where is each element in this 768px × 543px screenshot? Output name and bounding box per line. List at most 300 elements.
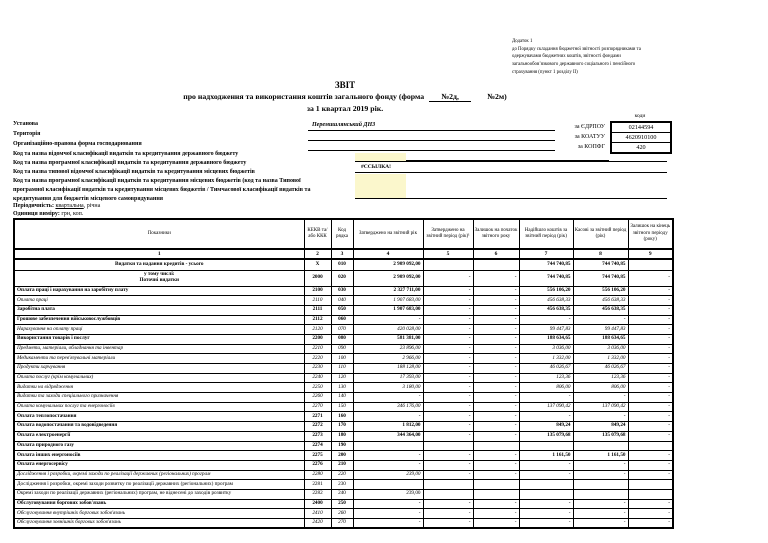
cell-approved-year: 344 364,00: [353, 431, 423, 441]
codes-box: [610, 121, 672, 154]
cell-balance-start: -: [473, 451, 519, 461]
table-row-210: [14, 460, 673, 470]
cell-row-code: 010: [331, 259, 353, 270]
cell-approved-year: 2 909 092,00: [353, 270, 423, 286]
cell-row-code: 230: [331, 480, 353, 490]
code-value: 4620910100: [612, 133, 670, 143]
cell-balance-end: [628, 259, 673, 270]
table-row-270: [14, 519, 673, 529]
cell-indicator-name: у тому числі: Поточні видатки: [14, 270, 304, 286]
cell-balance-start: -: [473, 315, 519, 325]
cell-approved-period: -: [423, 412, 473, 422]
cell-approved-year: -: [353, 315, 423, 325]
cell-balance-start: -: [473, 422, 519, 432]
col-header-7: Надійшло коштів за звітний період (рік): [519, 219, 573, 249]
cell-indicator-name: Обслуговування боргових зобов'язань: [14, 499, 304, 509]
institution-label: Установа: [13, 121, 38, 127]
cell-balance-start: [473, 441, 519, 451]
form-number-2: №2м): [487, 92, 507, 101]
cell-cash: 1 161,50: [573, 451, 628, 461]
table-row-080: [14, 334, 673, 344]
report-title: ЗВІТ: [334, 80, 356, 90]
cell-kekv: X: [304, 259, 331, 270]
cell-received: -: [519, 509, 573, 519]
table-row-240: [14, 489, 673, 499]
cell-cash: -: [573, 315, 628, 325]
cell-balance-start: [473, 480, 519, 490]
cell-approved-period: -: [423, 509, 473, 519]
classification-4-label: [13, 177, 311, 204]
code-value: 420: [636, 144, 646, 151]
table-row-260: [14, 509, 673, 519]
cell-approved-year: -: [353, 412, 423, 422]
cell-approved-year: 1 907 683,00: [353, 305, 423, 315]
cell-cash: 137 090,42: [573, 402, 628, 412]
cell-indicator-name: Медикаменти та перев'язувальні матеріали: [14, 354, 304, 364]
cell-balance-start: -: [473, 393, 519, 403]
cell-indicator-name: Оплата електроенергії: [14, 431, 304, 441]
col-header-2: КЕКВ та/або ККК: [304, 219, 331, 249]
cell-row-code: 070: [331, 325, 353, 335]
cell-kekv: 2410: [304, 509, 331, 519]
table-row-010: [14, 259, 673, 270]
table-row-130: [14, 383, 673, 393]
cell-approved-year: 346 176,00: [353, 402, 423, 412]
cell-received: 135 079,68: [519, 431, 573, 441]
cell-balance-start: -: [473, 519, 519, 529]
cell-balance-start: -: [473, 334, 519, 344]
cell-kekv: 2274: [304, 441, 331, 451]
cell-approved-year: -: [353, 451, 423, 461]
cell-row-code: 140: [331, 393, 353, 403]
cell-cash: 556 106,20: [573, 286, 628, 296]
cell-cash: 1 332,00: [573, 354, 628, 364]
cell-approved-period: -: [423, 499, 473, 509]
cell-kekv: 2281: [304, 480, 331, 490]
cell-indicator-name: Обслуговування внутрішніх боргових зобов'язань: [14, 509, 304, 519]
cell-kekv: 2110: [304, 296, 331, 306]
cell-indicator-name: Оплата комунальних послуг та енергоносіїв: [14, 402, 304, 412]
cell-balance-end: -: [628, 402, 673, 412]
cell-row-code: 160: [331, 412, 353, 422]
cell-kekv: 2275: [304, 451, 331, 461]
cell-approved-period: -: [423, 270, 473, 286]
subtitle-text: про надходження та використання коштів загального фонду (форма: [183, 92, 425, 101]
cell-kekv: 2230: [304, 364, 331, 374]
cell-balance-start: -: [473, 460, 519, 470]
cell-approved-year: 239,00: [353, 489, 423, 499]
table-row-090: [14, 344, 673, 354]
cell-approved-year: 1 907 683,00: [353, 296, 423, 306]
cell-balance-start: -: [473, 344, 519, 354]
cell-approved-year: [353, 441, 423, 451]
table-row-030: [14, 286, 673, 296]
col-number: 3: [331, 249, 353, 259]
cell-approved-period: -: [423, 460, 473, 470]
table-row-060: [14, 315, 673, 325]
cell-approved-year: 188 128,00: [353, 364, 423, 374]
cell-kekv: 2280: [304, 470, 331, 480]
cell-row-code: 050: [331, 305, 353, 315]
cell-row-code: 120: [331, 373, 353, 383]
cell-approved-period: -: [423, 315, 473, 325]
cell-approved-period: -: [423, 383, 473, 393]
cell-balance-start: -: [473, 470, 519, 480]
cell-row-code: 080: [331, 334, 353, 344]
cell-cash: [573, 489, 628, 499]
col-header-8: Касові за звітний період (рік): [573, 219, 628, 249]
cell-indicator-name: Оплата природного газу: [14, 441, 304, 451]
cell-row-code: 090: [331, 344, 353, 354]
cell-approved-year: 3 180,00: [353, 383, 423, 393]
cell-row-code: 040: [331, 296, 353, 306]
cell-approved-year: -: [353, 519, 423, 529]
cell-approved-period: -: [423, 364, 473, 374]
cell-approved-year: 2 327 711,00: [353, 286, 423, 296]
cell-cash: -: [573, 393, 628, 403]
cell-balance-end: -: [628, 499, 673, 509]
cell-balance-end: -: [628, 373, 673, 383]
cell-balance-end: -: [628, 431, 673, 441]
report-period: за 1 квартал 2019 рік.: [306, 104, 384, 113]
cell-approved-year: 23 896,00: [353, 344, 423, 354]
cell-cash: 123,36: [573, 373, 628, 383]
cell-balance-start: -: [473, 325, 519, 335]
codes-label: коди: [634, 113, 646, 119]
code-value: 02144594: [612, 123, 670, 133]
code-row-label: за ЄДРПОУ: [574, 124, 605, 130]
cell-received: -: [519, 519, 573, 529]
cell-row-code: 200: [331, 451, 353, 461]
cell-approved-period: -: [423, 519, 473, 529]
table-row-230: [14, 480, 673, 490]
cell-approved-year: [353, 480, 423, 490]
cell-cash: -: [573, 460, 628, 470]
institution-value-line: [308, 122, 555, 131]
table-row-120: [14, 373, 673, 383]
cell-received: 456 638,35: [519, 305, 573, 315]
cell-kekv: 2260: [304, 393, 331, 403]
table-row-170: [14, 422, 673, 432]
cell-approved-period: [423, 480, 473, 490]
cell-indicator-name: Оплата енергосервісу: [14, 460, 304, 470]
cell-balance-end: -: [628, 344, 673, 354]
col-number: 8: [573, 249, 628, 259]
cell-row-code: 260: [331, 509, 353, 519]
table-row-050: [14, 305, 673, 315]
institution-value: Перемишлянський ДНЗ: [312, 122, 376, 128]
col-number: 9: [628, 249, 673, 259]
cell-received: [519, 489, 573, 499]
cell-approved-year: -: [353, 499, 423, 509]
table-row-110: [14, 364, 673, 374]
cell-indicator-name: Дослідження і розробки, окремі заходи по реалізації державних (регіональних) програм: [14, 470, 304, 480]
table-row-140: [14, 393, 673, 403]
cell-balance-end: -: [628, 519, 673, 529]
cell-indicator-name: Заробітна плата: [14, 305, 304, 315]
cell-balance-start: -: [473, 499, 519, 509]
cell-received: -: [519, 412, 573, 422]
cell-received: -: [519, 499, 573, 509]
cell-row-code: 270: [331, 519, 353, 529]
cell-balance-start: -: [473, 364, 519, 374]
cell-approved-period: -: [423, 334, 473, 344]
cell-cash: 99 447,83: [573, 325, 628, 335]
cell-cash: 456 638,35: [573, 305, 628, 315]
cell-cash: 3 036,00: [573, 344, 628, 354]
cell-balance-end: -: [628, 509, 673, 519]
cell-cash: -: [573, 470, 628, 480]
appendix-note: [512, 38, 732, 76]
cell-row-code: 110: [331, 364, 353, 374]
cell-indicator-name: Оплата водопостачання та водовідведення: [14, 422, 304, 432]
appendix-note-line: до Порядку складання бюджетної звітності розпорядниками та: [512, 46, 641, 52]
cell-balance-end: -: [628, 296, 673, 306]
cell-row-code: 150: [331, 402, 353, 412]
cell-balance-start: -: [473, 412, 519, 422]
cell-cash: 135 079,68: [573, 431, 628, 441]
cell-balance-end: [628, 480, 673, 490]
col-number: 2: [304, 249, 331, 259]
cell-balance-end: -: [628, 393, 673, 403]
unit-value: грн, коп.: [61, 211, 84, 217]
cell-approved-period: -: [423, 393, 473, 403]
classification-1-label: Код та назва відомчої класифікації видатків та кредитування державного бюджету: [13, 151, 239, 157]
cell-received: 806,00: [519, 383, 573, 393]
cell-kekv: 2250: [304, 383, 331, 393]
table-row-100: [14, 354, 673, 364]
cell-received: -: [519, 315, 573, 325]
cell-kekv: 2112: [304, 315, 331, 325]
cell-received: -: [519, 393, 573, 403]
form-number-value: №2д,: [441, 92, 459, 101]
cell-balance-end: -: [628, 334, 673, 344]
cell-balance-end: [628, 441, 673, 451]
column-number-row: [14, 249, 673, 259]
cell-balance-end: -: [628, 422, 673, 432]
col-number: 5: [423, 249, 473, 259]
cell-balance-start: -: [473, 383, 519, 393]
col-number: 6: [473, 249, 519, 259]
cell-cash: 188 634,65: [573, 334, 628, 344]
cell-approved-year: 420 028,00: [353, 325, 423, 335]
cell-kekv: 2271: [304, 412, 331, 422]
cell-balance-end: -: [628, 451, 673, 461]
cell-kekv: 2111: [304, 305, 331, 315]
cell-indicator-name: Предмети, матеріали, обладнання та інвентар: [14, 344, 304, 354]
cell-cash: 849,24: [573, 422, 628, 432]
cell-kekv: 2240: [304, 373, 331, 383]
cell-row-code: 020: [331, 270, 353, 286]
col-header-6: Залишок на початок звітного року: [473, 219, 519, 249]
cell-kekv: 2270: [304, 402, 331, 412]
cell-indicator-name: Оплата послуг (крім комунальних): [14, 373, 304, 383]
periodicity-rest: , річна: [83, 203, 101, 209]
cell-received: 188 634,65: [519, 334, 573, 344]
cell-indicator-name: Видатки та заходи спеціального призначення: [14, 393, 304, 403]
appendix-note-line: страхування (пункт 1 розділу ІІ): [512, 69, 578, 75]
periodicity-label: Періодичність:: [13, 203, 54, 209]
cell-indicator-name: Оплата теплопостачання: [14, 412, 304, 422]
cell-row-code: 250: [331, 499, 353, 509]
cell-kekv: 2282: [304, 489, 331, 499]
cell-received: -: [519, 470, 573, 480]
table-row-020: [14, 270, 673, 286]
cell-balance-end: -: [628, 364, 673, 374]
col-header-1: Показники: [14, 219, 304, 249]
cell-balance-end: [628, 489, 673, 499]
table-row-190: [14, 441, 673, 451]
cell-approved-year: 1 812,00: [353, 422, 423, 432]
cell-row-code: 220: [331, 470, 353, 480]
cell-kekv: 2420: [304, 519, 331, 529]
cell-approved-period: [423, 259, 473, 270]
classification-4-value-line: [355, 174, 667, 199]
cell-indicator-name: Обслуговування зовнішніх боргових зобов'язань: [14, 519, 304, 529]
cell-approved-period: -: [423, 422, 473, 432]
report-subtitle: [0, 92, 690, 102]
cell-approved-period: -: [423, 354, 473, 364]
cell-kekv: 2276: [304, 460, 331, 470]
cell-indicator-name: Видатки та надання кредитів - усього: [14, 259, 304, 270]
col-number: 7: [519, 249, 573, 259]
classification-2-label: Код та назва програмної класифікації видатків та кредитування державного бюджету: [13, 160, 247, 166]
table-row-040: [14, 296, 673, 306]
cell-balance-start: -: [473, 402, 519, 412]
cell-indicator-name: Використання товарів і послуг: [14, 334, 304, 344]
org-form-label: Організаційно-правова форма господарювання: [13, 141, 142, 147]
code-row-label: за КОПФГ: [577, 144, 605, 150]
col-header-4: Затверджено на звітний рік: [353, 219, 423, 249]
cell-indicator-name: Нарахування на оплату праці: [14, 325, 304, 335]
col-number: 4: [353, 249, 423, 259]
cell-kekv: 2400: [304, 499, 331, 509]
classification-3-value-line: [355, 164, 667, 173]
cell-balance-start: -: [473, 509, 519, 519]
cell-received: 744 740,85: [519, 259, 573, 270]
cell-approved-year: -: [353, 393, 423, 403]
cell-indicator-name: Окремі заходи по реалізації державних (регіональних) програм, не віднесені до заходів розвитку: [14, 489, 304, 499]
cell-cash: 806,00: [573, 383, 628, 393]
cell-approved-period: -: [423, 325, 473, 335]
cell-cash: 456 638,33: [573, 296, 628, 306]
appendix-note-line: Додаток 1: [512, 39, 533, 44]
cell-approved-year: -: [353, 509, 423, 519]
cell-kekv: 2220: [304, 354, 331, 364]
cell-balance-end: -: [628, 305, 673, 315]
cell-approved-period: -: [423, 344, 473, 354]
cell-balance-start: -: [473, 305, 519, 315]
cell-balance-start: -: [473, 431, 519, 441]
table-row-180: [14, 431, 673, 441]
classification-3-label: Код та назва типової відомчої класифікації видатків та кредитування місцевих бюджетів: [13, 169, 255, 175]
cell-approved-year: 239,00: [353, 470, 423, 480]
cell-row-code: 100: [331, 354, 353, 364]
cell-row-code: 170: [331, 422, 353, 432]
cell-received: 3 036,00: [519, 344, 573, 354]
cell-balance-end: -: [628, 286, 673, 296]
cell-approved-year: 2 966,00: [353, 354, 423, 364]
col-number: 1: [14, 249, 304, 259]
cell-approved-period: -: [423, 431, 473, 441]
cell-approved-period: -: [423, 305, 473, 315]
cell-received: 849,24: [519, 422, 573, 432]
cell-indicator-name: Оплата праці: [14, 296, 304, 306]
cell-approved-year: 2 909 092,00: [353, 259, 423, 270]
cell-kekv: 2100: [304, 286, 331, 296]
cell-indicator-name: Оплата інших енергоносіїв: [14, 451, 304, 461]
table-row-070: [14, 325, 673, 335]
cell-received: 1 332,00: [519, 354, 573, 364]
cell-cash: [573, 441, 628, 451]
cell-row-code: 060: [331, 315, 353, 325]
cell-kekv: 2000: [304, 270, 331, 286]
cell-row-code: 180: [331, 431, 353, 441]
cell-approved-period: -: [423, 402, 473, 412]
col-header-5: Затверджено на звітний період (рік)¹: [423, 219, 473, 249]
col-header-9: Залишок на кінець звітного періоду (року): [628, 219, 673, 249]
classification-4-line3: кредитування для бюджетів місцевого самоврядування: [13, 196, 164, 202]
cell-row-code: 030: [331, 286, 353, 296]
unit-label: Одиниця виміру:: [13, 211, 60, 217]
cell-kekv: 2273: [304, 431, 331, 441]
cell-indicator-name: Продукти харчування: [14, 364, 304, 374]
table-row-220: [14, 470, 673, 480]
cell-approved-period: -: [423, 373, 473, 383]
cell-received: -: [519, 460, 573, 470]
cell-balance-end: -: [628, 325, 673, 335]
cell-row-code: 130: [331, 383, 353, 393]
cell-cash: [573, 480, 628, 490]
cell-balance-start: -: [473, 286, 519, 296]
classification-2-value-line: [355, 153, 667, 162]
cell-kekv: 2120: [304, 325, 331, 335]
table-header-row: [14, 219, 673, 249]
report-table: [13, 218, 674, 529]
cell-balance-start: [473, 489, 519, 499]
cell-cash: 46 026,67: [573, 364, 628, 374]
reference-error-value: #ССЫЛКА!: [361, 164, 391, 170]
cell-cash: -: [573, 499, 628, 509]
appendix-note-line: одержувачами бюджетних коштів, звітності фондами: [512, 54, 621, 60]
cell-approved-year: -: [353, 460, 423, 470]
cell-kekv: 2272: [304, 422, 331, 432]
cell-received: 556 106,20: [519, 286, 573, 296]
cell-cash: -: [573, 412, 628, 422]
cell-approved-period: -: [423, 286, 473, 296]
cell-balance-end: -: [628, 383, 673, 393]
cell-balance-end: -: [628, 412, 673, 422]
cell-received: 99 447,83: [519, 325, 573, 335]
cell-kekv: 2210: [304, 344, 331, 354]
cell-approved-year: 17 393,00: [353, 373, 423, 383]
cell-balance-end: -: [628, 470, 673, 480]
cell-cash: -: [573, 509, 628, 519]
cell-received: [519, 480, 573, 490]
cell-balance-end: -: [628, 315, 673, 325]
cell-cash: 744 740,85: [573, 270, 628, 286]
cell-approved-period: -: [423, 451, 473, 461]
classification-4-line2: програмної класифікації видатків та кредитування місцевих бюджетів / Тимчасової класифікації видатків та: [13, 187, 311, 193]
cell-approved-period: [423, 441, 473, 451]
cell-approved-period: -: [423, 470, 473, 480]
table-row-160: [14, 412, 673, 422]
table-row-150: [14, 402, 673, 412]
cell-balance-start: -: [473, 296, 519, 306]
code-row-label: за КОАТУУ: [574, 134, 605, 140]
cell-balance-start: -: [473, 373, 519, 383]
cell-row-code: 240: [331, 489, 353, 499]
